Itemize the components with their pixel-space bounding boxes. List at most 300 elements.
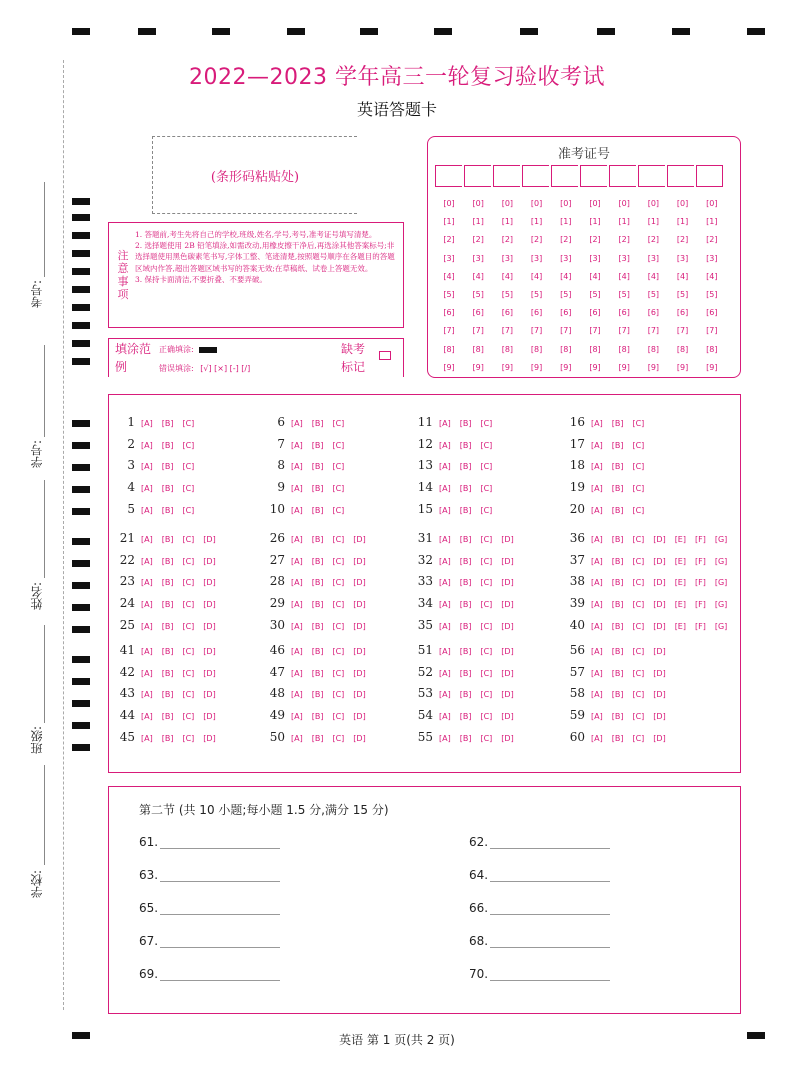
- digit-bubble[interactable]: [2]: [560, 235, 572, 245]
- option-bubble[interactable]: [C]: [332, 600, 345, 610]
- answer-line-65[interactable]: 65.: [139, 901, 280, 915]
- option-bubble[interactable]: [D]: [353, 733, 366, 743]
- option-bubble[interactable]: [C]: [332, 556, 345, 566]
- option-bubble[interactable]: [D]: [653, 647, 666, 656]
- answer-line-64[interactable]: 64.: [469, 868, 610, 882]
- digit-bubble[interactable]: [9]: [443, 362, 455, 372]
- option-bubble[interactable]: [A]: [591, 578, 603, 588]
- option-bubble[interactable]: [D]: [353, 535, 366, 544]
- option-bubble[interactable]: [B]: [459, 600, 472, 610]
- option-bubble[interactable]: [A]: [291, 578, 303, 588]
- option-bubble[interactable]: [C]: [480, 462, 493, 472]
- option-bubble[interactable]: [A]: [291, 505, 303, 515]
- digit-bubble[interactable]: [4]: [647, 271, 660, 281]
- option-bubble[interactable]: [B]: [611, 733, 624, 743]
- option-bubble[interactable]: [C]: [632, 556, 645, 566]
- digit-bubble[interactable]: [4]: [560, 271, 572, 281]
- option-bubble[interactable]: [A]: [141, 712, 153, 722]
- option-bubble[interactable]: [C]: [332, 462, 345, 472]
- option-bubble[interactable]: [C]: [182, 600, 195, 610]
- option-bubble[interactable]: [C]: [480, 419, 493, 428]
- digit-bubble[interactable]: [1]: [706, 217, 718, 227]
- option-bubble[interactable]: [F]: [694, 535, 706, 544]
- option-bubble[interactable]: [D]: [353, 668, 366, 678]
- option-bubble[interactable]: [F]: [694, 578, 706, 588]
- admission-digit-box[interactable]: [696, 165, 723, 187]
- option-bubble[interactable]: [B]: [459, 556, 472, 566]
- option-bubble[interactable]: [A]: [591, 484, 603, 494]
- option-bubble[interactable]: [B]: [311, 419, 324, 428]
- answer-line-67[interactable]: 67.: [139, 934, 280, 948]
- option-bubble[interactable]: [B]: [611, 419, 624, 428]
- option-bubble[interactable]: [D]: [653, 668, 666, 678]
- option-bubble[interactable]: [B]: [459, 668, 472, 678]
- option-bubble[interactable]: [E]: [674, 621, 686, 631]
- option-bubble[interactable]: [C]: [182, 440, 195, 450]
- option-bubble[interactable]: [D]: [203, 556, 216, 566]
- option-bubble[interactable]: [C]: [332, 484, 345, 494]
- digit-bubble[interactable]: [5]: [530, 289, 543, 299]
- option-bubble[interactable]: [A]: [439, 690, 451, 700]
- option-bubble[interactable]: [A]: [291, 462, 303, 472]
- option-bubble[interactable]: [A]: [291, 419, 303, 428]
- option-bubble[interactable]: [D]: [353, 690, 366, 700]
- option-bubble[interactable]: [C]: [480, 484, 493, 494]
- option-bubble[interactable]: [C]: [632, 690, 645, 700]
- digit-bubble[interactable]: [7]: [589, 326, 601, 336]
- digit-bubble[interactable]: [0]: [706, 199, 718, 208]
- option-bubble[interactable]: [D]: [203, 733, 216, 743]
- digit-bubble[interactable]: [4]: [443, 271, 455, 281]
- option-bubble[interactable]: [A]: [141, 419, 153, 428]
- admission-digit-box[interactable]: [638, 165, 665, 187]
- option-bubble[interactable]: [C]: [632, 647, 645, 656]
- digit-bubble[interactable]: [5]: [676, 289, 689, 299]
- option-bubble[interactable]: [C]: [480, 535, 493, 544]
- option-bubble[interactable]: [C]: [480, 690, 493, 700]
- option-bubble[interactable]: [A]: [591, 440, 603, 450]
- option-bubble[interactable]: [B]: [459, 578, 472, 588]
- option-bubble[interactable]: [C]: [632, 578, 645, 588]
- option-bubble[interactable]: [B]: [311, 484, 324, 494]
- option-bubble[interactable]: [C]: [632, 440, 645, 450]
- digit-bubble[interactable]: [7]: [676, 326, 689, 336]
- option-bubble[interactable]: [A]: [439, 419, 451, 428]
- option-bubble[interactable]: [G]: [714, 600, 728, 610]
- digit-bubble[interactable]: [3]: [443, 253, 455, 263]
- digit-bubble[interactable]: [8]: [560, 344, 572, 354]
- option-bubble[interactable]: [D]: [653, 578, 666, 588]
- digit-bubble[interactable]: [6]: [706, 308, 718, 318]
- option-bubble[interactable]: [D]: [203, 578, 216, 588]
- digit-bubble[interactable]: [1]: [530, 217, 543, 227]
- digit-bubble[interactable]: [0]: [589, 199, 601, 208]
- admission-digit-box[interactable]: [435, 165, 462, 187]
- digit-bubble[interactable]: [6]: [676, 308, 689, 318]
- option-bubble[interactable]: [D]: [501, 600, 514, 610]
- digit-bubble[interactable]: [6]: [530, 308, 543, 318]
- option-bubble[interactable]: [B]: [161, 712, 174, 722]
- option-bubble[interactable]: [B]: [459, 484, 472, 494]
- digit-bubble[interactable]: [8]: [443, 344, 455, 354]
- option-bubble[interactable]: [B]: [459, 647, 472, 656]
- option-bubble[interactable]: [C]: [480, 440, 493, 450]
- digit-bubble[interactable]: [6]: [618, 308, 630, 318]
- option-bubble[interactable]: [C]: [480, 733, 493, 743]
- digit-bubble[interactable]: [5]: [472, 289, 484, 299]
- option-bubble[interactable]: [B]: [611, 668, 624, 678]
- digit-bubble[interactable]: [4]: [618, 271, 630, 281]
- option-bubble[interactable]: [D]: [353, 712, 366, 722]
- option-bubble[interactable]: [A]: [291, 712, 303, 722]
- digit-bubble[interactable]: [8]: [706, 344, 718, 354]
- option-bubble[interactable]: [C]: [182, 419, 195, 428]
- option-bubble[interactable]: [D]: [501, 733, 514, 743]
- admission-digit-box[interactable]: [551, 165, 578, 187]
- digit-bubble[interactable]: [5]: [618, 289, 630, 299]
- option-bubble[interactable]: [F]: [694, 621, 706, 631]
- answer-line-66[interactable]: 66.: [469, 901, 610, 915]
- option-bubble[interactable]: [G]: [714, 556, 728, 566]
- option-bubble[interactable]: [B]: [311, 440, 324, 450]
- digit-bubble[interactable]: [9]: [706, 362, 718, 372]
- option-bubble[interactable]: [F]: [694, 556, 706, 566]
- option-bubble[interactable]: [B]: [611, 600, 624, 610]
- digit-bubble[interactable]: [1]: [501, 217, 514, 227]
- digit-bubble[interactable]: [8]: [589, 344, 601, 354]
- option-bubble[interactable]: [D]: [653, 556, 666, 566]
- option-bubble[interactable]: [A]: [591, 462, 603, 472]
- digit-bubble[interactable]: [9]: [589, 362, 601, 372]
- option-bubble[interactable]: [D]: [501, 647, 514, 656]
- option-bubble[interactable]: [A]: [591, 733, 603, 743]
- option-bubble[interactable]: [B]: [311, 578, 324, 588]
- digit-bubble[interactable]: [9]: [676, 362, 689, 372]
- admission-digit-box[interactable]: [493, 165, 520, 187]
- digit-bubble[interactable]: [5]: [706, 289, 718, 299]
- option-bubble[interactable]: [B]: [311, 690, 324, 700]
- answer-line-63[interactable]: 63.: [139, 868, 280, 882]
- option-bubble[interactable]: [C]: [332, 440, 345, 450]
- option-bubble[interactable]: [A]: [439, 556, 451, 566]
- option-bubble[interactable]: [D]: [203, 712, 216, 722]
- option-bubble[interactable]: [B]: [161, 419, 174, 428]
- option-bubble[interactable]: [B]: [161, 668, 174, 678]
- option-bubble[interactable]: [D]: [353, 621, 366, 631]
- option-bubble[interactable]: [A]: [291, 690, 303, 700]
- option-bubble[interactable]: [C]: [182, 712, 195, 722]
- option-bubble[interactable]: [B]: [611, 556, 624, 566]
- digit-bubble[interactable]: [0]: [560, 199, 572, 208]
- option-bubble[interactable]: [A]: [439, 484, 451, 494]
- option-bubble[interactable]: [C]: [480, 600, 493, 610]
- admission-digit-box[interactable]: [522, 165, 549, 187]
- option-bubble[interactable]: [B]: [459, 535, 472, 544]
- digit-bubble[interactable]: [8]: [618, 344, 630, 354]
- option-bubble[interactable]: [E]: [674, 578, 686, 588]
- digit-bubble[interactable]: [9]: [530, 362, 543, 372]
- answer-line-69[interactable]: 69.: [139, 967, 280, 981]
- option-bubble[interactable]: [F]: [694, 600, 706, 610]
- digit-bubble[interactable]: [8]: [530, 344, 543, 354]
- digit-bubble[interactable]: [3]: [676, 253, 689, 263]
- option-bubble[interactable]: [B]: [161, 690, 174, 700]
- option-bubble[interactable]: [A]: [439, 505, 451, 515]
- option-bubble[interactable]: [A]: [291, 621, 303, 631]
- option-bubble[interactable]: [D]: [501, 578, 514, 588]
- option-bubble[interactable]: [A]: [291, 440, 303, 450]
- admission-digit-box[interactable]: [609, 165, 636, 187]
- option-bubble[interactable]: [A]: [439, 668, 451, 678]
- option-bubble[interactable]: [A]: [141, 535, 153, 544]
- answer-line-70[interactable]: 70.: [469, 967, 610, 981]
- option-bubble[interactable]: [B]: [611, 712, 624, 722]
- option-bubble[interactable]: [D]: [501, 712, 514, 722]
- digit-bubble[interactable]: [8]: [501, 344, 514, 354]
- digit-bubble[interactable]: [8]: [472, 344, 484, 354]
- option-bubble[interactable]: [C]: [480, 556, 493, 566]
- digit-bubble[interactable]: [0]: [530, 199, 543, 208]
- option-bubble[interactable]: [C]: [632, 733, 645, 743]
- option-bubble[interactable]: [C]: [480, 647, 493, 656]
- digit-bubble[interactable]: [1]: [618, 217, 630, 227]
- option-bubble[interactable]: [D]: [203, 647, 216, 656]
- digit-bubble[interactable]: [0]: [472, 199, 484, 208]
- digit-bubble[interactable]: [6]: [472, 308, 484, 318]
- option-bubble[interactable]: [D]: [653, 712, 666, 722]
- digit-bubble[interactable]: [2]: [501, 235, 514, 245]
- option-bubble[interactable]: [A]: [439, 647, 451, 656]
- digit-bubble[interactable]: [1]: [472, 217, 484, 227]
- option-bubble[interactable]: [A]: [291, 733, 303, 743]
- option-bubble[interactable]: [B]: [459, 733, 472, 743]
- digit-bubble[interactable]: [7]: [618, 326, 630, 336]
- option-bubble[interactable]: [D]: [653, 600, 666, 610]
- digit-bubble[interactable]: [0]: [501, 199, 514, 208]
- option-bubble[interactable]: [B]: [161, 484, 174, 494]
- digit-bubble[interactable]: [4]: [589, 271, 601, 281]
- option-bubble[interactable]: [C]: [182, 556, 195, 566]
- option-bubble[interactable]: [A]: [141, 690, 153, 700]
- option-bubble[interactable]: [A]: [291, 484, 303, 494]
- digit-bubble[interactable]: [1]: [560, 217, 572, 227]
- option-bubble[interactable]: [C]: [632, 621, 645, 631]
- digit-bubble[interactable]: [7]: [560, 326, 572, 336]
- option-bubble[interactable]: [C]: [182, 733, 195, 743]
- option-bubble[interactable]: [C]: [332, 712, 345, 722]
- option-bubble[interactable]: [C]: [182, 647, 195, 656]
- digit-bubble[interactable]: [3]: [706, 253, 718, 263]
- digit-bubble[interactable]: [3]: [647, 253, 660, 263]
- option-bubble[interactable]: [C]: [332, 535, 345, 544]
- option-bubble[interactable]: [B]: [311, 647, 324, 656]
- option-bubble[interactable]: [A]: [439, 578, 451, 588]
- digit-bubble[interactable]: [0]: [647, 199, 660, 208]
- option-bubble[interactable]: [C]: [480, 712, 493, 722]
- digit-bubble[interactable]: [5]: [589, 289, 601, 299]
- option-bubble[interactable]: [C]: [632, 668, 645, 678]
- option-bubble[interactable]: [D]: [203, 535, 216, 544]
- option-bubble[interactable]: [C]: [182, 621, 195, 631]
- option-bubble[interactable]: [A]: [291, 556, 303, 566]
- option-bubble[interactable]: [D]: [501, 621, 514, 631]
- digit-bubble[interactable]: [7]: [647, 326, 660, 336]
- option-bubble[interactable]: [A]: [141, 440, 153, 450]
- option-bubble[interactable]: [C]: [480, 621, 493, 631]
- option-bubble[interactable]: [B]: [161, 578, 174, 588]
- option-bubble[interactable]: [C]: [332, 690, 345, 700]
- digit-bubble[interactable]: [9]: [560, 362, 572, 372]
- answer-line-62[interactable]: 62.: [469, 835, 610, 849]
- digit-bubble[interactable]: [7]: [443, 326, 455, 336]
- digit-bubble[interactable]: [6]: [647, 308, 660, 318]
- option-bubble[interactable]: [B]: [611, 462, 624, 472]
- digit-bubble[interactable]: [6]: [443, 308, 455, 318]
- option-bubble[interactable]: [C]: [182, 484, 195, 494]
- option-bubble[interactable]: [B]: [611, 647, 624, 656]
- digit-bubble[interactable]: [1]: [443, 217, 455, 227]
- digit-bubble[interactable]: [7]: [472, 326, 484, 336]
- option-bubble[interactable]: [A]: [591, 556, 603, 566]
- option-bubble[interactable]: [C]: [332, 733, 345, 743]
- option-bubble[interactable]: [C]: [480, 505, 493, 515]
- option-bubble[interactable]: [A]: [291, 600, 303, 610]
- digit-bubble[interactable]: [8]: [647, 344, 660, 354]
- option-bubble[interactable]: [B]: [311, 712, 324, 722]
- digit-bubble[interactable]: [0]: [618, 199, 630, 208]
- option-bubble[interactable]: [B]: [161, 505, 174, 515]
- digit-bubble[interactable]: [9]: [472, 362, 484, 372]
- option-bubble[interactable]: [A]: [141, 556, 153, 566]
- option-bubble[interactable]: [E]: [674, 535, 686, 544]
- option-bubble[interactable]: [D]: [501, 556, 514, 566]
- option-bubble[interactable]: [A]: [141, 600, 153, 610]
- option-bubble[interactable]: [A]: [439, 600, 451, 610]
- option-bubble[interactable]: [C]: [182, 690, 195, 700]
- option-bubble[interactable]: [D]: [653, 621, 666, 631]
- option-bubble[interactable]: [A]: [591, 668, 603, 678]
- option-bubble[interactable]: [C]: [332, 419, 345, 428]
- option-bubble[interactable]: [B]: [611, 484, 624, 494]
- option-bubble[interactable]: [B]: [311, 462, 324, 472]
- option-bubble[interactable]: [B]: [459, 621, 472, 631]
- digit-bubble[interactable]: [0]: [676, 199, 689, 208]
- option-bubble[interactable]: [C]: [182, 462, 195, 472]
- option-bubble[interactable]: [B]: [459, 462, 472, 472]
- digit-bubble[interactable]: [6]: [501, 308, 514, 318]
- option-bubble[interactable]: [E]: [674, 556, 686, 566]
- digit-bubble[interactable]: [5]: [443, 289, 455, 299]
- option-bubble[interactable]: [A]: [591, 600, 603, 610]
- option-bubble[interactable]: [B]: [611, 535, 624, 544]
- option-bubble[interactable]: [C]: [480, 578, 493, 588]
- option-bubble[interactable]: [B]: [311, 535, 324, 544]
- option-bubble[interactable]: [B]: [161, 535, 174, 544]
- option-bubble[interactable]: [C]: [332, 621, 345, 631]
- option-bubble[interactable]: [A]: [591, 647, 603, 656]
- option-bubble[interactable]: [B]: [161, 440, 174, 450]
- option-bubble[interactable]: [C]: [632, 462, 645, 472]
- digit-bubble[interactable]: [5]: [501, 289, 514, 299]
- option-bubble[interactable]: [B]: [161, 647, 174, 656]
- option-bubble[interactable]: [C]: [182, 535, 195, 544]
- digit-bubble[interactable]: [4]: [706, 271, 718, 281]
- option-bubble[interactable]: [D]: [353, 578, 366, 588]
- option-bubble[interactable]: [C]: [182, 578, 195, 588]
- option-bubble[interactable]: [A]: [291, 647, 303, 656]
- option-bubble[interactable]: [A]: [141, 621, 153, 631]
- option-bubble[interactable]: [B]: [311, 621, 324, 631]
- digit-bubble[interactable]: [5]: [560, 289, 572, 299]
- option-bubble[interactable]: [C]: [632, 535, 645, 544]
- option-bubble[interactable]: [C]: [332, 668, 345, 678]
- option-bubble[interactable]: [D]: [203, 621, 216, 631]
- option-bubble[interactable]: [D]: [653, 535, 666, 544]
- digit-bubble[interactable]: [2]: [647, 235, 660, 245]
- option-bubble[interactable]: [A]: [141, 484, 153, 494]
- option-bubble[interactable]: [D]: [353, 647, 366, 656]
- option-bubble[interactable]: [C]: [632, 505, 645, 515]
- digit-bubble[interactable]: [1]: [676, 217, 689, 227]
- digit-bubble[interactable]: [2]: [443, 235, 455, 245]
- option-bubble[interactable]: [D]: [203, 600, 216, 610]
- digit-bubble[interactable]: [7]: [501, 326, 514, 336]
- digit-bubble[interactable]: [9]: [501, 362, 514, 372]
- option-bubble[interactable]: [B]: [459, 505, 472, 515]
- admission-digit-box[interactable]: [667, 165, 694, 187]
- option-bubble[interactable]: [G]: [714, 578, 728, 588]
- option-bubble[interactable]: [B]: [611, 621, 624, 631]
- option-bubble[interactable]: [A]: [591, 621, 603, 631]
- option-bubble[interactable]: [A]: [591, 535, 603, 544]
- option-bubble[interactable]: [A]: [439, 621, 451, 631]
- digit-bubble[interactable]: [2]: [472, 235, 484, 245]
- answer-line-68[interactable]: 68.: [469, 934, 610, 948]
- option-bubble[interactable]: [C]: [632, 600, 645, 610]
- option-bubble[interactable]: [B]: [459, 712, 472, 722]
- option-bubble[interactable]: [B]: [611, 690, 624, 700]
- option-bubble[interactable]: [C]: [632, 484, 645, 494]
- admission-digit-box[interactable]: [580, 165, 607, 187]
- digit-bubble[interactable]: [9]: [647, 362, 660, 372]
- option-bubble[interactable]: [D]: [501, 690, 514, 700]
- option-bubble[interactable]: [B]: [311, 733, 324, 743]
- option-bubble[interactable]: [B]: [161, 600, 174, 610]
- option-bubble[interactable]: [C]: [480, 668, 493, 678]
- digit-bubble[interactable]: [1]: [589, 217, 601, 227]
- digit-bubble[interactable]: [7]: [530, 326, 543, 336]
- option-bubble[interactable]: [D]: [203, 690, 216, 700]
- digit-bubble[interactable]: [4]: [676, 271, 689, 281]
- digit-bubble[interactable]: [6]: [560, 308, 572, 318]
- option-bubble[interactable]: [D]: [501, 535, 514, 544]
- digit-bubble[interactable]: [5]: [647, 289, 660, 299]
- digit-bubble[interactable]: [2]: [589, 235, 601, 245]
- option-bubble[interactable]: [B]: [459, 440, 472, 450]
- option-bubble[interactable]: [A]: [591, 690, 603, 700]
- option-bubble[interactable]: [B]: [611, 505, 624, 515]
- option-bubble[interactable]: [D]: [653, 733, 666, 743]
- option-bubble[interactable]: [B]: [311, 668, 324, 678]
- digit-bubble[interactable]: [3]: [589, 253, 601, 263]
- digit-bubble[interactable]: [8]: [676, 344, 689, 354]
- option-bubble[interactable]: [A]: [439, 712, 451, 722]
- option-bubble[interactable]: [D]: [653, 690, 666, 700]
- option-bubble[interactable]: [B]: [311, 505, 324, 515]
- option-bubble[interactable]: [D]: [353, 556, 366, 566]
- option-bubble[interactable]: [A]: [141, 733, 153, 743]
- option-bubble[interactable]: [B]: [611, 578, 624, 588]
